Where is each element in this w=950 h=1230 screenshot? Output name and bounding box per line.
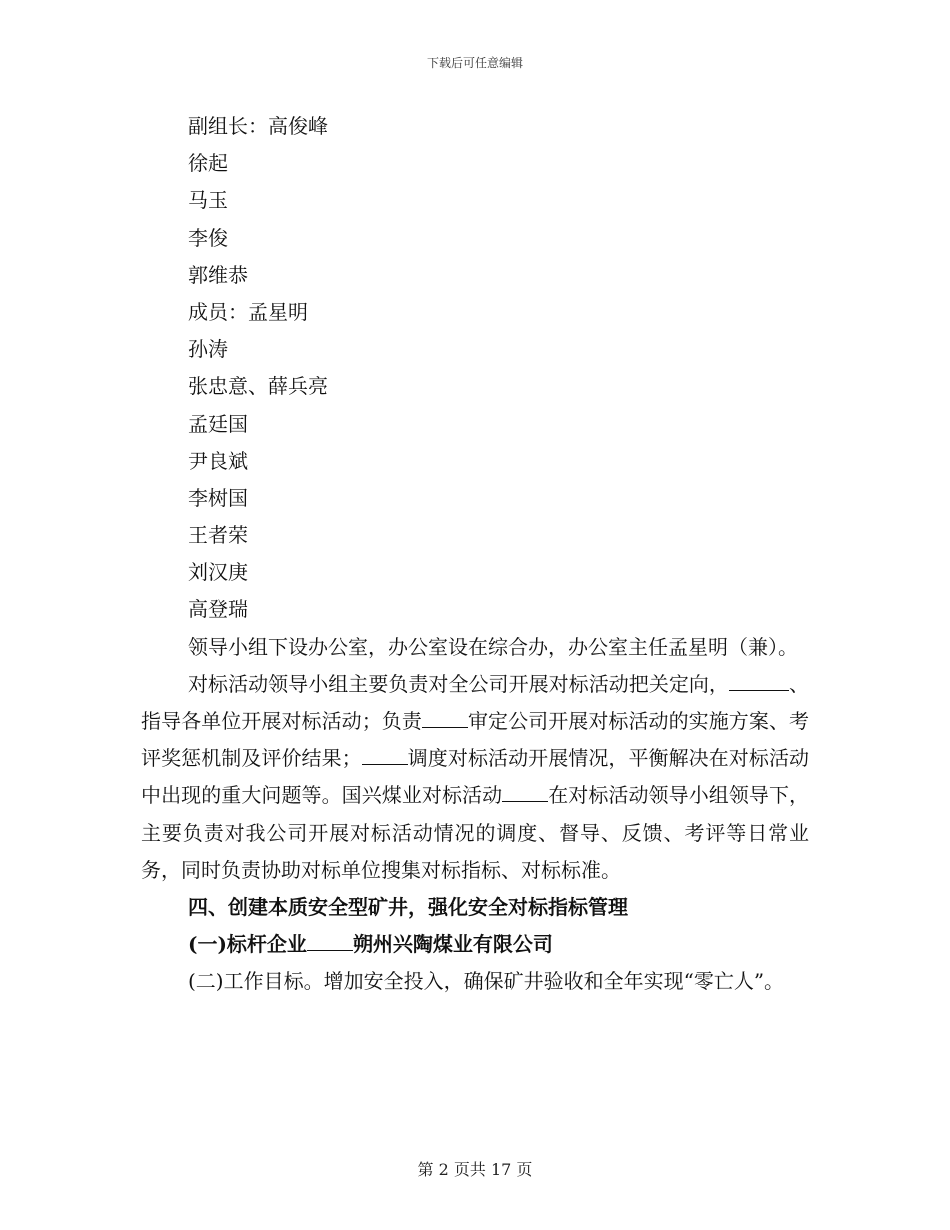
page-header: 下载后可任意编辑 [426,56,523,70]
fill-blank [502,783,548,802]
duty-text: 对标活动领导小组主要负责对全公司开展对标活动把关定向， [188,671,729,696]
member-line: 马玉 [188,188,228,213]
member-line: 高登瑞 [188,597,248,622]
member-line: 副组长：高俊峰 [188,114,328,138]
fill-blank [422,709,468,728]
fill-blank [729,672,789,691]
duty-text: 审定公司开展对标活动的实施方案、考评奖惩机制及评价结果； [141,709,810,771]
member-line: 李俊 [188,225,228,250]
benchmark-label: (一)标杆企业 [188,932,307,957]
goal-paragraph: (二)工作目标。增加安全投入，确保矿井验收和全年实现“零亡人”。 [188,969,785,994]
member-line: 成员：孟星明 [188,299,308,324]
duty-text: 调度对标活动开展情况，平衡解决在对标活动中出现的重大问题等。国兴煤业对标活动 [141,746,810,808]
duty-text: 在对标活动领导小组领导下，主要负责对我公司开展对标活动情况的调度、督导、反馈、考评等日常业务，同时负责协助对标单位搜集对标指标、对标标准。 [141,783,810,882]
page-content [141,108,809,1001]
duty-paragraph [141,666,809,889]
fill-blank [362,746,408,765]
member-line: 孙涛 [188,337,228,362]
section-heading: 四、创建本质安全型矿井，强化安全对标指标管理 [188,895,628,920]
office-paragraph: 领导小组下设办公室，办公室设在综合办，办公室主任孟星明（兼）。 [188,634,798,659]
member-line: 刘汉庚 [188,560,248,585]
member-line: 尹良斌 [188,448,248,473]
member-line: 张忠意、薛兵亮 [188,374,328,399]
page-footer: 第 2 页共 17 页 [417,1160,533,1179]
benchmark-line [141,926,809,963]
member-line: 郭维恭 [188,262,248,287]
fill-blank [307,932,353,951]
member-line: 孟廷国 [188,411,248,436]
member-line: 徐起 [188,151,228,176]
duty-text: 、指导各单位开展对标活动；负责 [141,671,810,734]
member-line: 李树国 [188,485,248,510]
benchmark-company: 朔州兴陶煤业有限公司 [352,932,553,957]
member-line: 王者荣 [188,523,248,548]
